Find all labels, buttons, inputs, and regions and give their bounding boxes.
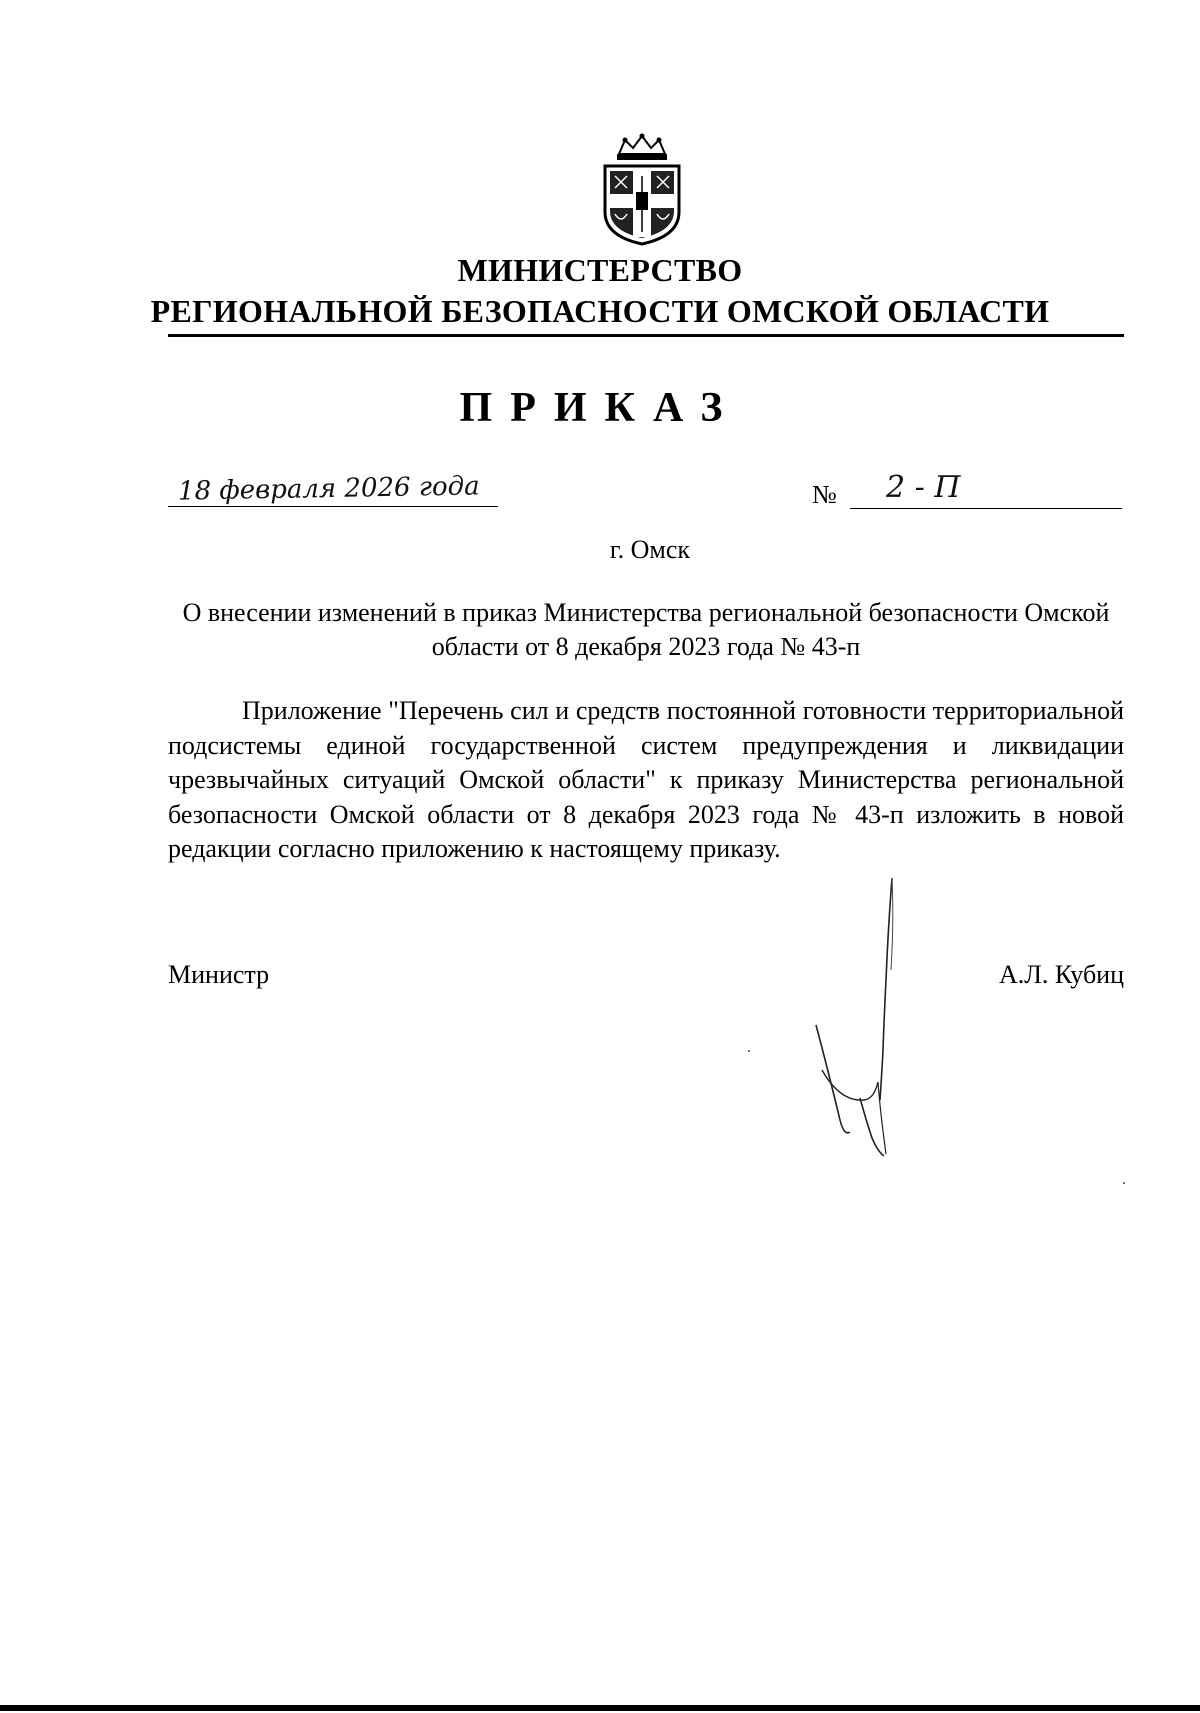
coat-of-arms-icon xyxy=(597,132,687,247)
document-number-field xyxy=(850,470,1122,510)
handwritten-number: 2 - П xyxy=(886,470,961,505)
signer-title: Министр xyxy=(168,960,270,989)
organization-name-line2: РЕГИОНАЛЬНОЙ БЕЗОПАСНОСТИ ОМСКОЙ ОБЛАСТИ xyxy=(150,293,1050,329)
date-underline xyxy=(168,506,498,507)
number-underline xyxy=(850,508,1122,509)
document-subject: О внесении изменений в приказ Министерства региональной безопасности Омской области от 8 декабря 2023 года № 43-п xyxy=(182,598,1110,661)
document-body: Приложение "Перечень сил и средств постоянной готовности территориальной подсистемы единой государственной систем предупреждения и ликвидации чрезвычайных ситуаций Омской области" к приказу Министерства региональной безопасности Омской области от 8 декабря 2023 года № 43-п изложить в новой редакции согласно приложению к настоящему приказу. xyxy=(168,696,1124,863)
scan-speck xyxy=(748,1050,750,1052)
header-divider xyxy=(168,334,1124,337)
document-number-label: № xyxy=(812,480,837,509)
handwritten-signature-mark xyxy=(800,870,910,1160)
document-type-title: ПРИКАЗ xyxy=(459,385,741,431)
handwritten-date: 18 февраля 2026 года xyxy=(177,471,480,507)
document-date-field xyxy=(168,472,498,512)
organization-name-line1: МИНИСТЕРСТВО xyxy=(457,252,743,288)
scan-bottom-edge xyxy=(0,1705,1200,1711)
signer-name: А.Л. Кубиц xyxy=(998,960,1124,989)
document-city: г. Омск xyxy=(609,535,691,564)
scan-speck xyxy=(1123,1182,1125,1184)
